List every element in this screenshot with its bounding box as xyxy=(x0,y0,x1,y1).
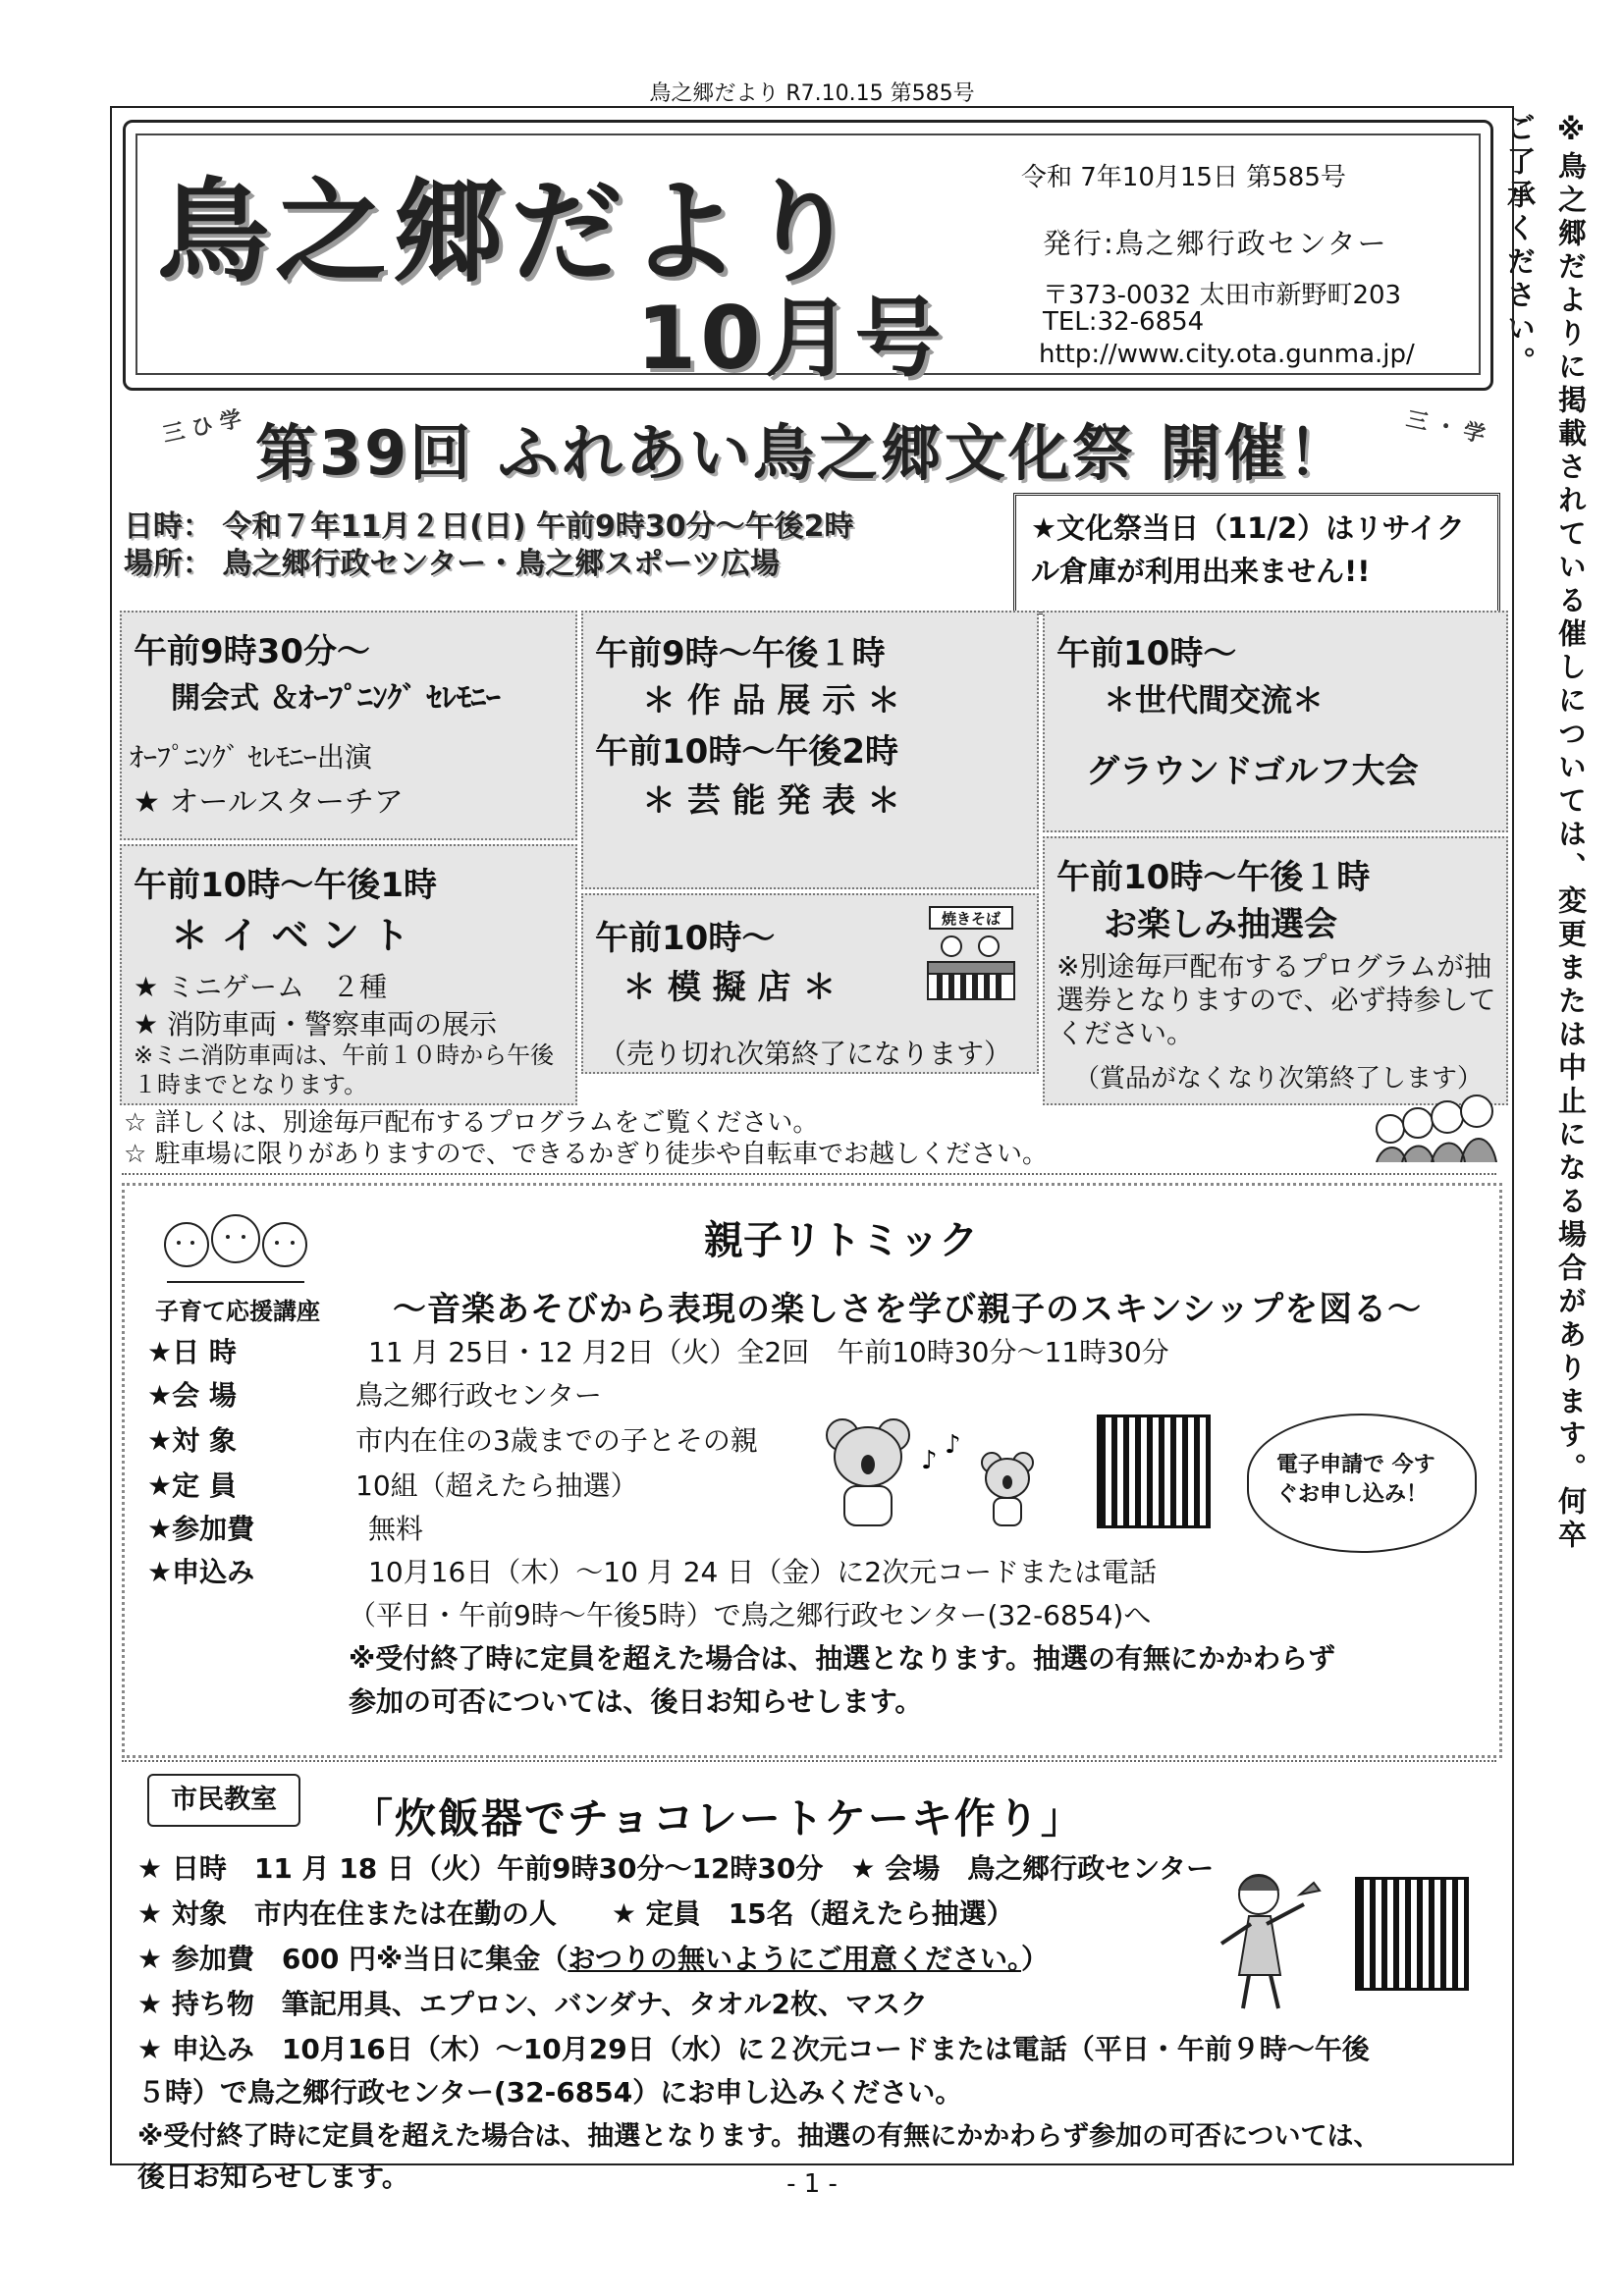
festival-place: 場所： 鳥之郷行政センター・鳥之郷スポーツ広場 xyxy=(124,547,781,581)
rhythmic-note-2: 参加の可否については、後日お知らせします。 xyxy=(349,1685,923,1718)
yakisoba-sign: 焼きそば xyxy=(941,910,1001,928)
generations-time: 午前10時～ xyxy=(1056,634,1237,673)
footnote-parking: ☆ 駐車場に限りがありますので、できるかぎり徒歩や自転車でお越しください。 xyxy=(124,1140,1049,1169)
lottery-note: ※別途毎戸配布するプログラムが抽選券となりますので、必ず持参してください。 xyxy=(1056,950,1496,1049)
cooking-girl-illustration-icon xyxy=(1210,1865,1327,2012)
detail-label-target: ★対 象 xyxy=(147,1424,237,1457)
lottery-time: 午前10時～午後１時 xyxy=(1056,858,1371,897)
stall-note: （売り切れ次第終了になります） xyxy=(599,1038,1012,1070)
detail-value-fee: 無料 xyxy=(368,1513,424,1545)
crowd-illustration-icon xyxy=(1373,1078,1498,1162)
detail-value-target: 市内在住の3歳までの子とその親 xyxy=(355,1424,758,1457)
section-divider-2 xyxy=(122,1760,1496,1762)
detail-label-venue: ★会 場 xyxy=(147,1379,237,1412)
lottery-name: お楽しみ抽選会 xyxy=(1104,905,1337,944)
lottery-end-note: （賞品がなくなり次第終了します） xyxy=(1074,1064,1484,1094)
side-note: ※鳥之郷だよりに掲載されている催しについては、変更または中止になる場合があります。何卒ご了承ください。 xyxy=(1503,113,1588,1553)
festival-datetime-place xyxy=(124,508,854,583)
koala-illustration-icon xyxy=(805,1414,1051,1531)
rhythmic-title: 親子リトミック xyxy=(704,1218,979,1263)
opening-performer-label: ｵｰﾌﾟﾆﾝｸﾞ ｾﾚﾓﾆｰ出演 xyxy=(130,741,372,774)
cell-lottery xyxy=(1043,836,1508,1105)
generations-name: ＊世代間交流＊ xyxy=(1104,681,1325,719)
newsletter-title: 鳥之郷だより xyxy=(157,167,865,297)
class-note-2: 後日お知らせします。 xyxy=(137,2161,409,2193)
stall-name: ＊ 模 擬 店 ＊ xyxy=(623,968,837,1007)
detail-label-apply: ★申込み xyxy=(147,1556,255,1588)
detail-label-capacity: ★定 員 xyxy=(147,1469,237,1502)
class-target-capacity: ★ 対象 市内在住または在勤の人 ★ 定員 15名（超えたら抽選） xyxy=(137,1897,1014,1930)
opening-name: 開会式 ＆ｵｰﾌﾟﾆﾝｸﾞ ｾﾚﾓﾆｰ xyxy=(171,681,501,716)
class-apply-cont: ５時）で鳥之郷行政センター(32-6854）にお申し込みください。 xyxy=(137,2076,963,2109)
cell-opening xyxy=(120,611,577,840)
performance-name: ＊ 芸 能 発 表 ＊ xyxy=(642,781,901,821)
recycle-notice: ★文化祭当日（11/2）はリサイクル倉庫が利用出来ません!! xyxy=(1031,511,1465,588)
detail-value-date: 11 月 25日・12 月2日（火）全2回 午前10時30分～11時30分 xyxy=(368,1336,1169,1368)
rhythmic-note-1: ※受付終了時に定員を超えた場合は、抽選となります。抽選の有無にかかわらず xyxy=(349,1642,1335,1675)
yakisoba-stall-icon xyxy=(922,905,1020,1001)
babies-illustration-icon xyxy=(157,1209,314,1286)
detail-label-date: ★日 時 xyxy=(147,1336,237,1368)
citizen-class-tag: 市民教室 xyxy=(147,1774,300,1827)
class-items: ★ 持ち物 筆記用具、エプロン、バンダナ、タオル2枚、マスク xyxy=(137,1988,929,2020)
decoration-right-icon: 三 ・ 学 xyxy=(1403,406,1488,449)
event-name: ＊ イ ベ ン ト xyxy=(171,914,409,957)
decoration-left-icon: 三 ひ 学 xyxy=(160,406,244,449)
class-fee xyxy=(137,1938,1049,1977)
opening-performer: ★ オールスターチア xyxy=(134,785,404,820)
class-date-venue: ★ 日時 11 月 18 日（火）午前9時30分～12時30分 ★ 会場 鳥之郷行政センター xyxy=(137,1852,1215,1885)
svg-text:♪: ♪ xyxy=(921,1446,938,1475)
stall-time: 午前10時～ xyxy=(595,919,776,958)
svg-text:♪: ♪ xyxy=(945,1430,961,1460)
class-fee-main: ★ 参加費 600 円※当日に集金（ xyxy=(137,1943,568,1975)
exhibit-name: ＊ 作 品 展 示 ＊ xyxy=(642,681,901,721)
class-note-1: ※受付終了時に定員を超えた場合は、抽選となります。抽選の有無にかかわらず参加の可否については、 xyxy=(137,2121,1380,2152)
festival-title: 第39回 ふれあい鳥之郷文化祭 開催！ xyxy=(255,417,1352,489)
detail-label-fee: ★参加費 xyxy=(147,1513,255,1545)
issue-month: 10月号 xyxy=(636,288,946,389)
cell-generations xyxy=(1043,611,1508,832)
class-title: 「炊飯器でチョコレートケーキ作り」 xyxy=(352,1794,1084,1842)
postal-address: 〒373-0032 太田市新野町203 xyxy=(1043,281,1402,310)
running-header: 鳥之郷だより R7.10.15 第585号 xyxy=(649,81,975,106)
class-fee-underlined: おつりの無いようにご用意ください。 xyxy=(568,1943,1022,1975)
website-url[interactable]: http://www.city.ota.gunma.jp/ xyxy=(1039,340,1415,369)
class-fee-close: ） xyxy=(1021,1943,1050,1975)
event-time: 午前10時～午後1時 xyxy=(134,866,437,905)
exhibit-time: 午前9時～午後１時 xyxy=(595,634,886,673)
detail-value-apply: 10月16日（木）～10 月 24 日（金）に2次元コードまたは電話 xyxy=(368,1556,1158,1588)
apply-bubble-text: 電子申請で 今すぐお申し込み！ xyxy=(1276,1453,1435,1507)
publisher: 発行:鳥之郷行政センター xyxy=(1043,227,1388,260)
event-item-minigame: ★ ミニゲーム ２種 xyxy=(134,971,388,1003)
footnote-program: ☆ 詳しくは、別途毎戸配布するプログラムをご覧ください。 xyxy=(124,1108,819,1138)
detail-value-venue: 鳥之郷行政センター xyxy=(355,1379,602,1412)
section-divider xyxy=(122,1173,1496,1175)
childcare-badge: 子育て応援講座 xyxy=(155,1298,320,1325)
cell-event xyxy=(120,844,577,1105)
rhythmic-qr-code-icon[interactable] xyxy=(1097,1415,1211,1528)
issue-date-number: 令和 7年10月15日 第585号 xyxy=(1021,163,1346,192)
ground-golf: グラウンドゴルフ大会 xyxy=(1086,752,1419,791)
opening-time: 午前9時30分～ xyxy=(134,632,370,671)
telephone: TEL:32-6854 xyxy=(1043,307,1205,337)
festival-datetime: 日時： 令和７年11月２日(日) 午前9時30分～午後2時 xyxy=(124,509,854,544)
event-note: ※ミニ消防車両は、午前１０時から午後１時までとなります。 xyxy=(134,1041,555,1098)
page-number: - 1 - xyxy=(786,2169,838,2199)
rhythmic-subtitle: ～音楽あそびから表現の楽しさを学び親子のスキンシップを図る～ xyxy=(393,1290,1423,1329)
detail-value-capacity: 10組（超えたら抽選） xyxy=(355,1469,638,1502)
event-item-vehicles: ★ 消防車両・警察車両の展示 xyxy=(134,1008,498,1041)
cell-exhibit-performance xyxy=(581,611,1039,889)
class-qr-code-icon[interactable] xyxy=(1355,1877,1469,1991)
class-apply: ★ 申込み 10月16日（木）～10月29日（水）に２次元コードまたは電話（平日・午前９時～午後 xyxy=(137,2033,1370,2065)
performance-time: 午前10時～午後2時 xyxy=(595,732,898,772)
rhythmic-apply-hours: （平日・午前9時～午後5時）で鳥之郷行政センター(32-6854)へ xyxy=(349,1599,1152,1631)
